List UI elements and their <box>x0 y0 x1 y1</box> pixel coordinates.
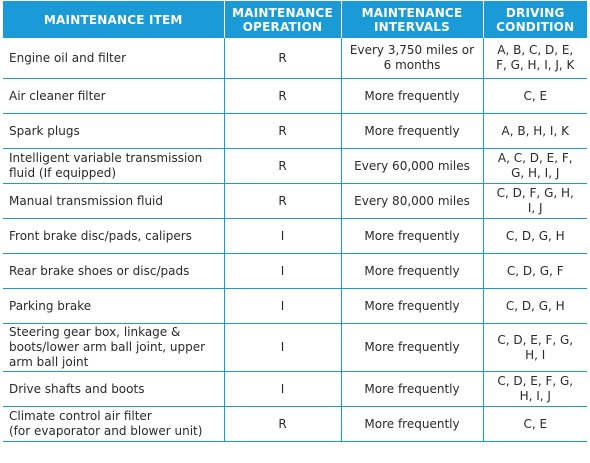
table-row <box>3 324 587 372</box>
maintenance-operation-cell: I <box>224 372 341 407</box>
maintenance-item-cell <box>3 149 224 184</box>
maintenance-operation-cell: R <box>224 184 341 219</box>
maintenance-operation-cell: R <box>224 38 341 79</box>
driving-condition-cell-line: H, I, J <box>519 389 551 403</box>
driving-condition-cell-line: A, C, D, E, F, <box>497 151 573 165</box>
table-row <box>3 289 587 324</box>
maintenance-item-cell-line: Rear brake shoes or disc/pads <box>9 263 190 278</box>
table-row <box>3 114 587 149</box>
maintenance-interval-cell <box>341 254 483 289</box>
header-driving-condition <box>483 1 587 38</box>
maintenance-item-cell-line: Air cleaner filter <box>9 88 106 103</box>
header-line: CONDITION <box>496 19 575 34</box>
maintenance-interval-cell-line: More frequently <box>364 381 460 396</box>
maintenance-interval-cell-line: More frequently <box>364 263 460 278</box>
driving-condition-cell <box>483 289 587 324</box>
maintenance-item-cell <box>3 38 224 79</box>
driving-condition-cell <box>483 79 587 114</box>
maintenance-item-cell <box>3 407 224 442</box>
maintenance-item-cell-line: Parking brake <box>9 298 92 313</box>
maintenance-operation-cell: R <box>224 79 341 114</box>
driving-condition-cell <box>483 114 587 149</box>
maintenance-item-cell <box>3 324 224 372</box>
table-row <box>3 184 587 219</box>
maintenance-interval-cell-line: More frequently <box>364 416 460 431</box>
maintenance-interval-cell-line: More frequently <box>364 340 460 354</box>
header-line: MAINTENANCE <box>232 5 333 20</box>
maintenance-item-cell-line: boots/lower arm ball joint, upper <box>9 340 206 354</box>
maintenance-item-cell-line: Front brake disc/pads, calipers <box>9 228 192 243</box>
header-maintenance-item <box>3 1 224 38</box>
driving-condition-cell-line: G, H, I, J <box>511 166 560 180</box>
maintenance-item-cell <box>3 372 224 407</box>
maintenance-table-container <box>3 1 587 442</box>
maintenance-interval-cell-line: 6 months <box>383 58 441 72</box>
driving-condition-cell-line: C, D, G, H <box>505 228 565 243</box>
table-row <box>3 219 587 254</box>
table-header <box>3 1 587 38</box>
header-row <box>3 1 587 38</box>
maintenance-item-cell-line: Climate control air filter <box>9 409 152 423</box>
driving-condition-cell <box>483 372 587 407</box>
maintenance-item-cell-line: Steering gear box, linkage & <box>9 325 181 339</box>
driving-condition-cell-line: H, I <box>525 347 546 362</box>
maintenance-interval-cell <box>341 372 483 407</box>
maintenance-interval-cell <box>341 324 483 372</box>
maintenance-item-cell <box>3 114 224 149</box>
driving-condition-cell-line: C, D, G, F <box>506 263 564 278</box>
maintenance-item-cell <box>3 79 224 114</box>
maintenance-item-cell <box>3 289 224 324</box>
maintenance-operation-cell: R <box>224 149 341 184</box>
header-line: MAINTENANCE ITEM <box>43 12 183 27</box>
driving-condition-cell-line: C, E <box>523 416 548 431</box>
maintenance-item-cell <box>3 184 224 219</box>
driving-condition-cell-line: C, E <box>523 88 548 103</box>
driving-condition-cell <box>483 324 587 372</box>
header-maintenance-operation <box>224 1 341 38</box>
table-row <box>3 372 587 407</box>
header-maintenance-intervals <box>341 1 483 38</box>
driving-condition-cell <box>483 254 587 289</box>
maintenance-operation-cell: R <box>224 114 341 149</box>
maintenance-schedule-table <box>3 1 587 442</box>
header-line: OPERATION <box>242 19 323 34</box>
table-body <box>3 38 587 442</box>
maintenance-item-cell-line: Engine oil and filter <box>9 50 127 65</box>
maintenance-interval-cell <box>341 79 483 114</box>
maintenance-interval-cell <box>341 289 483 324</box>
maintenance-interval-cell <box>341 219 483 254</box>
driving-condition-cell-line: I, J <box>527 201 543 215</box>
maintenance-interval-cell <box>341 407 483 442</box>
maintenance-interval-cell-line: More frequently <box>364 88 460 103</box>
maintenance-interval-cell <box>341 38 483 79</box>
table-row <box>3 149 587 184</box>
maintenance-item-cell-line: Intelligent variable transmission <box>9 151 203 165</box>
driving-condition-cell-line: A, B, H, I, K <box>501 123 569 138</box>
maintenance-interval-cell-line: More frequently <box>364 298 460 313</box>
maintenance-interval-cell-line: More frequently <box>364 123 460 138</box>
maintenance-interval-cell <box>341 184 483 219</box>
driving-condition-cell <box>483 407 587 442</box>
table-row <box>3 254 587 289</box>
maintenance-interval-cell <box>341 114 483 149</box>
driving-condition-cell <box>483 38 587 79</box>
maintenance-interval-cell-line: More frequently <box>364 228 460 243</box>
maintenance-item-cell-line: Spark plugs <box>9 123 80 138</box>
maintenance-operation-cell: I <box>224 324 341 372</box>
driving-condition-cell-line: C, D, G, H <box>505 298 565 313</box>
header-line: MAINTENANCE <box>361 5 463 20</box>
maintenance-operation-cell: I <box>224 254 341 289</box>
maintenance-interval-cell-line: Every 80,000 miles <box>354 193 470 208</box>
driving-condition-cell-line: C, D, E, F, G, <box>497 332 574 347</box>
maintenance-item-cell-line: fluid (If equipped) <box>9 166 117 180</box>
driving-condition-cell <box>483 149 587 184</box>
driving-condition-cell-line: C, D, F, G, H, <box>496 186 574 200</box>
maintenance-item-cell-line: Manual transmission fluid <box>9 193 164 208</box>
maintenance-operation-cell: I <box>224 219 341 254</box>
header-line: DRIVING <box>505 5 565 20</box>
table-row <box>3 38 587 79</box>
table-row <box>3 407 587 442</box>
maintenance-operation-cell: R <box>224 407 341 442</box>
driving-condition-cell <box>483 184 587 219</box>
maintenance-item-cell-line: arm ball joint <box>9 355 89 369</box>
driving-condition-cell-line: C, D, E, F, G, <box>497 374 574 388</box>
driving-condition-cell <box>483 219 587 254</box>
maintenance-operation-cell: I <box>224 289 341 324</box>
maintenance-interval-cell-line: Every 60,000 miles <box>354 158 470 173</box>
table-row <box>3 79 587 114</box>
maintenance-item-cell <box>3 254 224 289</box>
maintenance-item-cell <box>3 219 224 254</box>
driving-condition-cell-line: F, G, H, I, J, K <box>496 58 575 72</box>
maintenance-interval-cell <box>341 149 483 184</box>
maintenance-interval-cell-line: Every 3,750 miles or <box>349 43 475 57</box>
driving-condition-cell-line: A, B, C, D, E, <box>497 43 574 57</box>
header-line: INTERVALS <box>374 19 450 34</box>
maintenance-item-cell-line: (for evaporator and blower unit) <box>9 424 203 438</box>
maintenance-item-cell-line: Drive shafts and boots <box>9 381 145 396</box>
